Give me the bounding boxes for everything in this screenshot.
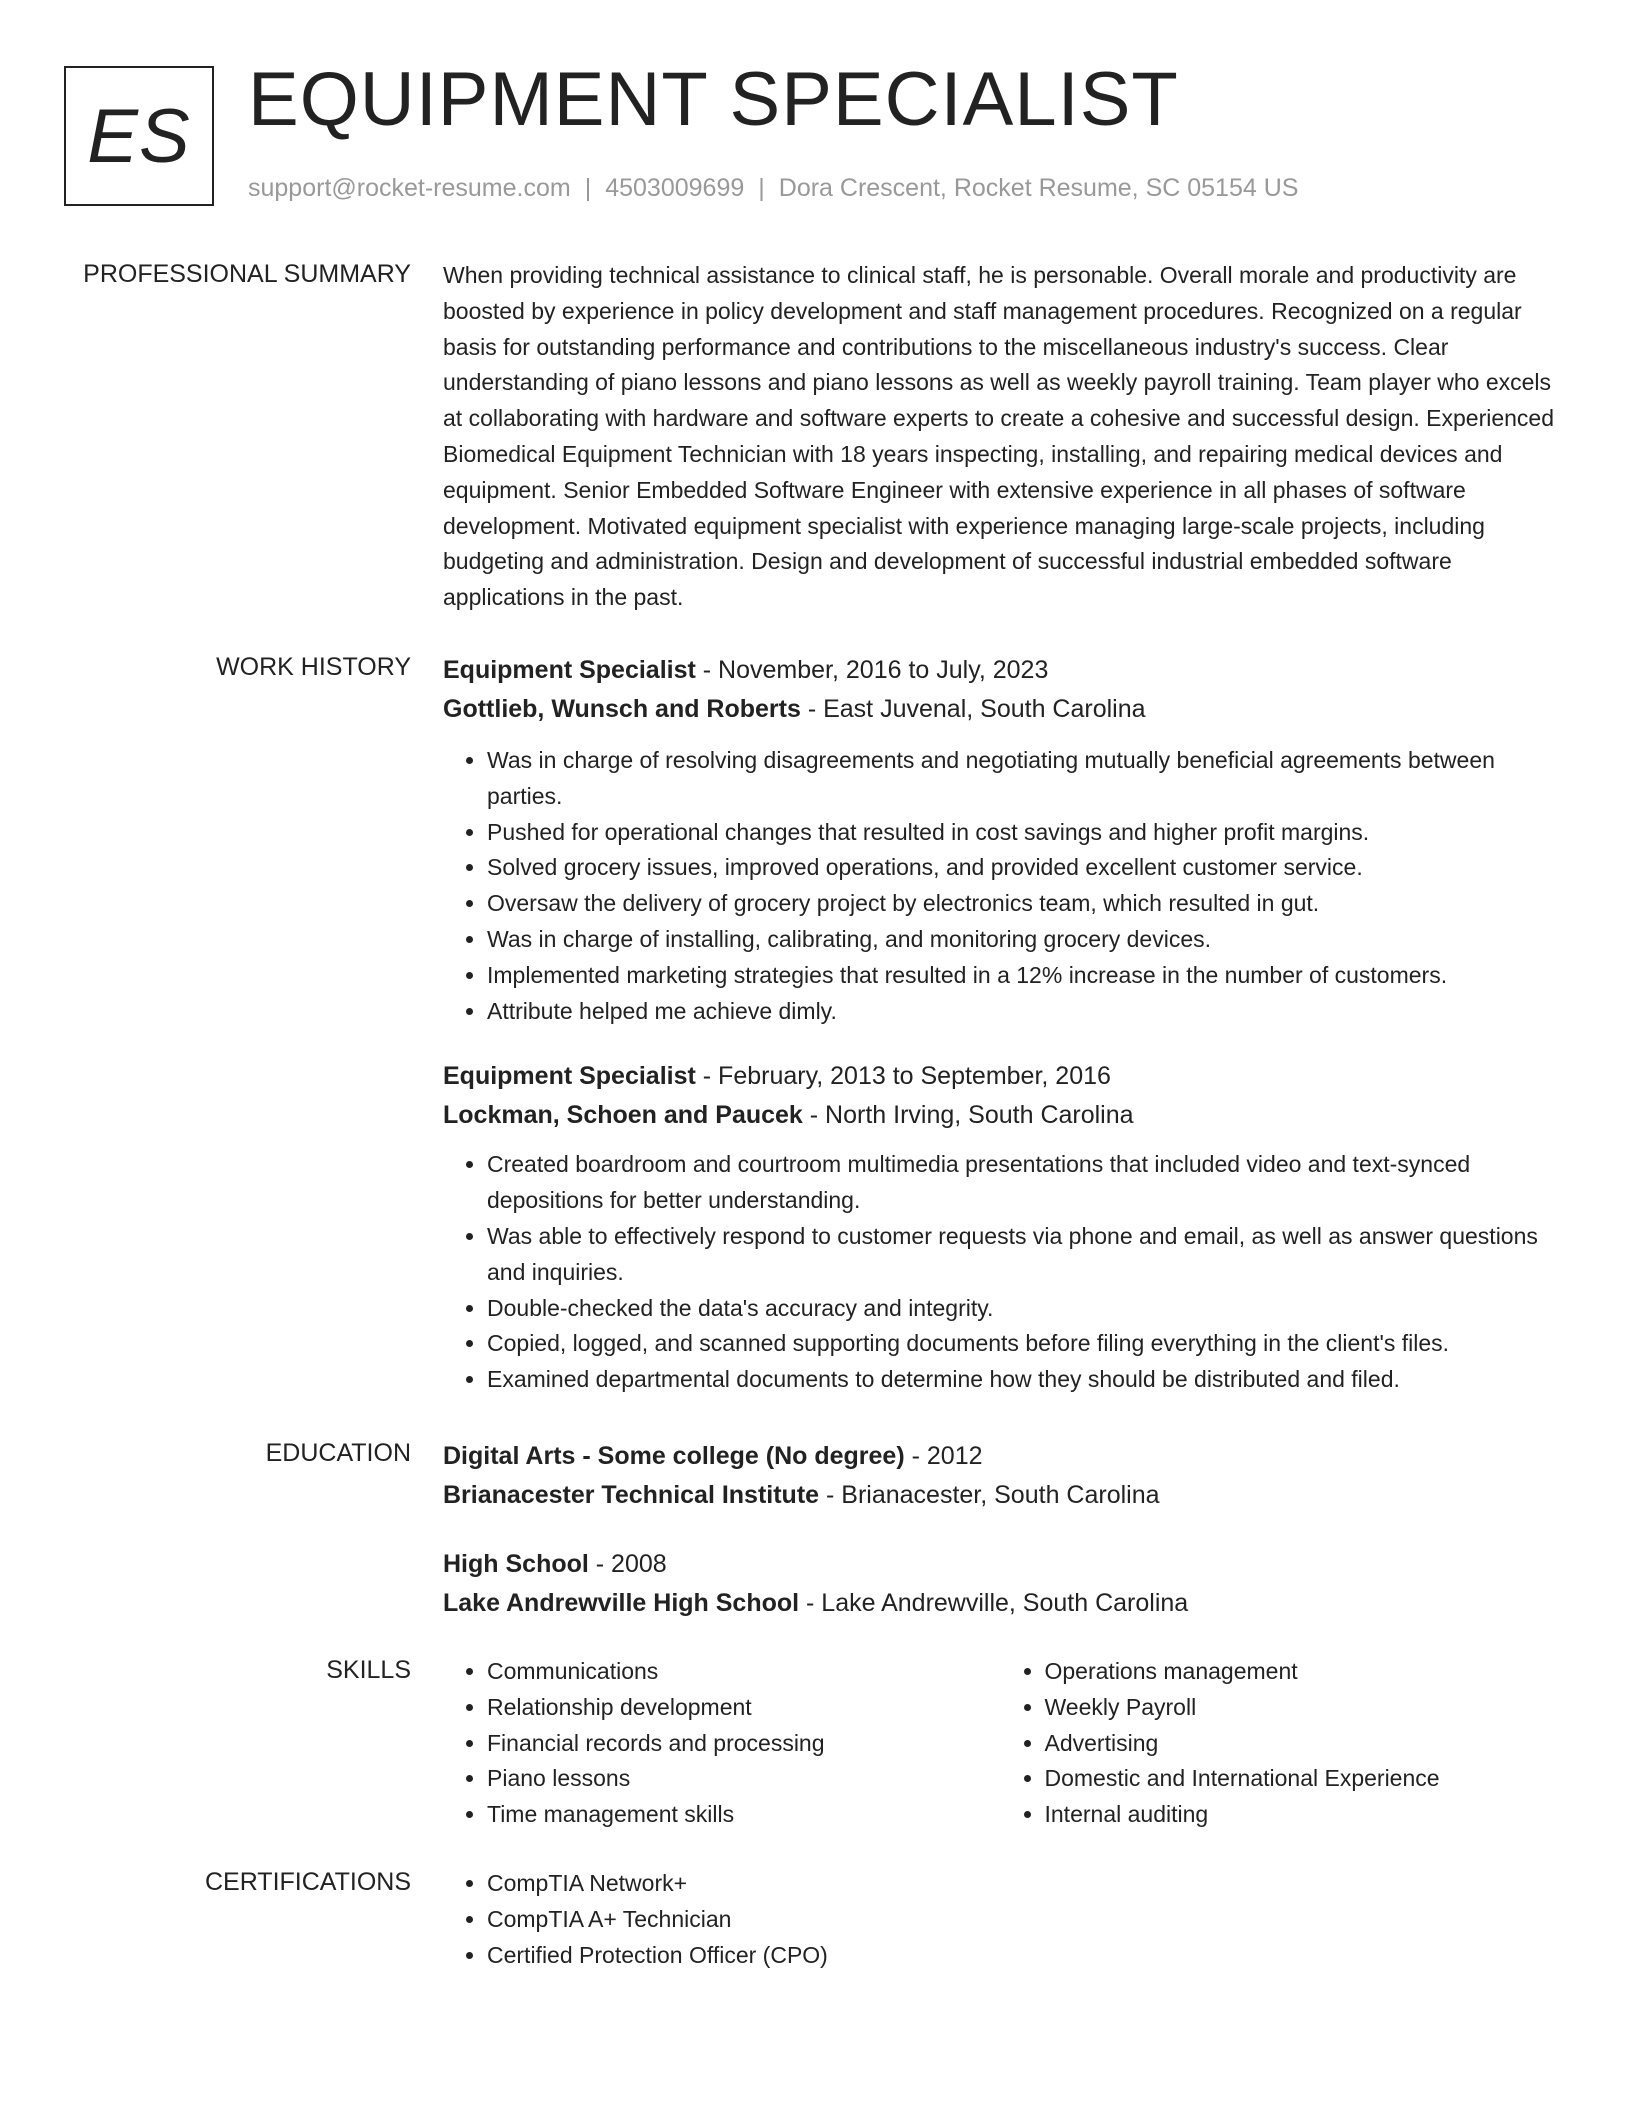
skill-item: • Operations management [1045,1654,1559,1690]
contact-separator: | [758,174,765,202]
list-item: • Was in charge of installing, calibrating, and monitoring grocery devices. [487,922,1558,958]
list-item: • Examined departmental documents to determine how they should be distributed and filed. [487,1362,1558,1398]
certifications-list [443,1866,1558,1973]
section-label-education: EDUCATION [265,1439,411,1467]
job-title: Equipment Specialist [443,1062,696,1091]
contact-email[interactable]: support@rocket-resume.com [248,174,571,202]
education-school-line [443,1476,1558,1515]
job-company-line [443,690,1558,729]
education-year: - 2008 [588,1550,667,1578]
job-company: Lockman, Schoen and Paucek [443,1101,803,1130]
list-item: • Pushed for operational changes that resulted in cost savings and higher profit margins. [487,815,1558,851]
education-entry [443,1437,1558,1515]
certification-item: • Certified Protection Officer (CPO) [487,1938,1558,1974]
contact-line [248,174,1298,203]
list-item: • Double-checked the data's accuracy and integrity. [487,1291,1558,1327]
education-location: - Lake Andrewville, South Carolina [799,1589,1189,1617]
section-label-skills: SKILLS [326,1656,411,1684]
resume-title: EQUIPMENT SPECIALIST [248,57,1179,142]
job-company-line [443,1096,1558,1135]
certification-item: • CompTIA A+ Technician [487,1902,1558,1938]
list-item: • Copied, logged, and scanned supporting documents before filing everything in the client's files. [487,1326,1558,1362]
skill-item: • Weekly Payroll [1045,1690,1559,1726]
skill-item: • Domestic and International Experience [1045,1761,1559,1797]
education-degree-line [443,1437,1558,1476]
list-item: • Solved grocery issues, improved operations, and provided excellent customer service. [487,850,1558,886]
job-title: Equipment Specialist [443,656,696,684]
skill-item: • Relationship development [487,1690,1001,1726]
job-bullets [443,1147,1558,1398]
job-entry [443,1057,1558,1398]
job-dates: - February, 2013 to September, 2016 [695,1062,1111,1091]
job-dates: - November, 2016 to July, 2023 [695,656,1049,684]
section-label-summary: PROFESSIONAL SUMMARY [83,260,411,288]
education-school: Brianacester Technical Institute [443,1481,820,1509]
section-label-work-history: WORK HISTORY [216,653,411,681]
monogram-logo: ES [64,66,214,206]
job-location: - North Irving, South Carolina [802,1101,1134,1130]
list-item: • Implemented marketing strategies that resulted in a 12% increase in the number of customers. [487,958,1558,994]
list-item: • Attribute helped me achieve dimly. [487,994,1558,1030]
skill-item: • Internal auditing [1045,1797,1559,1833]
summary-text: When providing technical assistance to clinical staff, he is personable. Overall morale and productivity are boosted by experience in policy development and staff management procedures. Recognized on a regular basis for outstanding performance and contributions to the miscellaneous industry's success. Clear understanding of piano lessons and piano lessons as well as weekly payroll training. Team player who excels at collaborating with hardware and software experts to create a cohesive and successful design. Experienced Biomedical Equipment Technician with 18 years inspecting, installing, and repairing medical devices and equipment. Senior Embedded Software Engineer with extensive experience in all phases of software development. Motivated equipment specialist with experience managing large-scale projects, including budgeting and administration. Design and development of successful industrial embedded software applications in the past. [443,262,1555,611]
education-degree-line [443,1545,1558,1584]
education-year: - 2012 [904,1442,983,1470]
skills-list-right [1001,1654,1559,1833]
education-location: - Brianacester, South Carolina [819,1481,1160,1509]
job-title-line [443,1057,1558,1096]
contact-separator: | [584,174,592,202]
job-entry [443,651,1558,1029]
education-school-line [443,1584,1558,1623]
list-item: • Oversaw the delivery of grocery project by electronics team, which resulted in gut. [487,886,1558,922]
list-item: • Was able to effectively respond to customer requests via phone and email, as well as answer questions and inquiries. [487,1219,1558,1291]
education-school: Lake Andrewville High School [443,1589,800,1617]
skill-item: • Piano lessons [487,1761,1001,1797]
skill-item: • Time management skills [487,1797,1001,1833]
skill-item: • Communications [487,1654,1001,1690]
skill-item: • Advertising [1045,1726,1559,1762]
certification-item: • CompTIA Network+ [487,1866,1558,1902]
education-degree: Digital Arts - Some college (No degree) [443,1442,905,1470]
list-item: • Created boardroom and courtroom multimedia presentations that included video and text-synced depositions for better understanding. [487,1147,1558,1219]
job-company: Gottlieb, Wunsch and Roberts [443,695,801,723]
contact-phone[interactable]: 4503009699 [605,174,745,202]
education-degree: High School [443,1550,589,1578]
education-entry [443,1545,1558,1623]
job-location: - East Juvenal, South Carolina [800,695,1146,723]
skill-item: • Financial records and processing [487,1726,1001,1762]
job-bullets [443,743,1558,1029]
section-label-certifications: CERTIFICATIONS [204,1868,411,1896]
list-item: • Was in charge of resolving disagreements and negotiating mutually beneficial agreements between parties. [487,743,1558,815]
job-title-line [443,651,1558,690]
contact-address: Dora Crescent, Rocket Resume, SC 05154 US [778,174,1299,202]
skills-list-left [443,1654,1001,1833]
